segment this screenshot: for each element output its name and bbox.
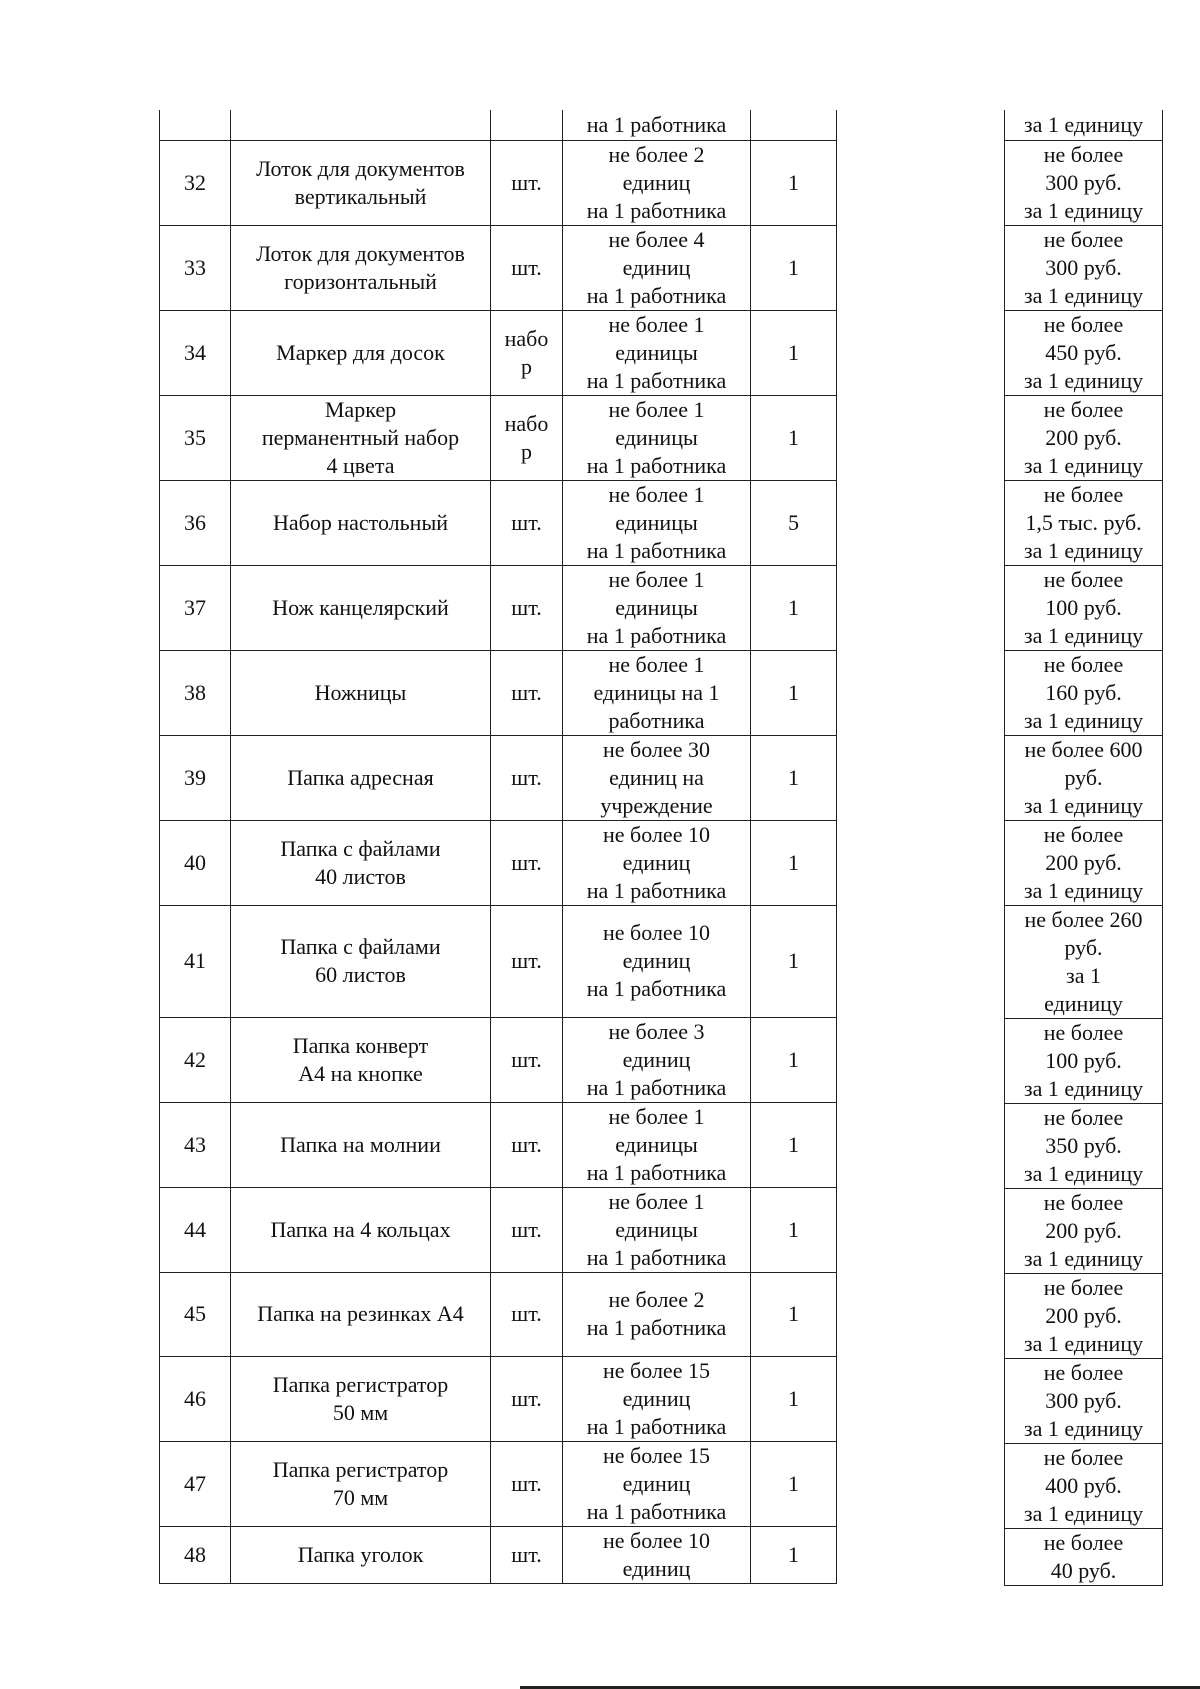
unit-cell: шт. bbox=[491, 1017, 563, 1102]
norm-cell: не более 10 единиц bbox=[563, 1526, 751, 1583]
norm-cell: не более 1 единицы на 1 работника bbox=[563, 480, 751, 565]
term-cell: 1 bbox=[751, 1017, 837, 1102]
unit-cell: набо р bbox=[491, 310, 563, 395]
term-cell: 1 bbox=[751, 1356, 837, 1441]
unit-cell: набо р bbox=[491, 395, 563, 480]
unit-cell: шт. bbox=[491, 225, 563, 310]
price-cell: не более 160 руб. за 1 единицу bbox=[1005, 650, 1163, 735]
price-row bbox=[1005, 310, 1163, 395]
unit-cell: шт. bbox=[491, 735, 563, 820]
price-row-continuation bbox=[1005, 110, 1163, 140]
price-row bbox=[1005, 1273, 1163, 1358]
name-cell: Папка регистратор 50 мм bbox=[231, 1356, 491, 1441]
norm-cell: не более 10 единиц на 1 работника bbox=[563, 905, 751, 1017]
name-cell: Папка на резинках А4 bbox=[231, 1272, 491, 1356]
number-cell: 36 bbox=[160, 480, 231, 565]
name-cell: Маркер перманентный набор 4 цвета bbox=[231, 395, 491, 480]
price-cell: не более 100 руб. за 1 единицу bbox=[1005, 565, 1163, 650]
price-cell: не более 260 руб. за 1 единицу bbox=[1005, 905, 1163, 1018]
number-cell: 44 bbox=[160, 1187, 231, 1272]
table-row bbox=[160, 225, 837, 310]
price-cell: не более 300 руб. за 1 единицу bbox=[1005, 225, 1163, 310]
table-row bbox=[160, 140, 837, 225]
norm-cell: не более 15 единиц на 1 работника bbox=[563, 1441, 751, 1526]
number-cell bbox=[160, 110, 231, 140]
price-row bbox=[1005, 1188, 1163, 1273]
norm-cell: на 1 работника bbox=[563, 110, 751, 140]
number-cell: 45 bbox=[160, 1272, 231, 1356]
name-cell: Папка с файлами 60 листов bbox=[231, 905, 491, 1017]
unit-cell: шт. bbox=[491, 1187, 563, 1272]
price-row bbox=[1005, 140, 1163, 225]
norm-cell: не более 1 единицы на 1 работника bbox=[563, 565, 751, 650]
norm-cell: не более 30 единиц на учреждение bbox=[563, 735, 751, 820]
price-row bbox=[1005, 395, 1163, 480]
price-cell: не более 300 руб. за 1 единицу bbox=[1005, 140, 1163, 225]
name-cell: Папка адресная bbox=[231, 735, 491, 820]
name-cell: Папка регистратор 70 мм bbox=[231, 1441, 491, 1526]
price-cell: не более 1,5 тыс. руб. за 1 единицу bbox=[1005, 480, 1163, 565]
name-cell: Набор настольный bbox=[231, 480, 491, 565]
table-row bbox=[160, 905, 837, 1017]
number-cell: 48 bbox=[160, 1526, 231, 1583]
name-cell: Папка конверт А4 на кнопке bbox=[231, 1017, 491, 1102]
term-cell: 1 bbox=[751, 1102, 837, 1187]
unit-cell: шт. bbox=[491, 1356, 563, 1441]
price-table bbox=[1004, 110, 1163, 1586]
unit-cell: шт. bbox=[491, 480, 563, 565]
norm-cell: не более 10 единиц на 1 работника bbox=[563, 820, 751, 905]
norm-cell: не более 2 на 1 работника bbox=[563, 1272, 751, 1356]
table-row bbox=[160, 650, 837, 735]
unit-cell: шт. bbox=[491, 1272, 563, 1356]
unit-cell: шт. bbox=[491, 1526, 563, 1583]
number-cell: 32 bbox=[160, 140, 231, 225]
table-row bbox=[160, 1272, 837, 1356]
unit-cell: шт. bbox=[491, 1102, 563, 1187]
price-row bbox=[1005, 1103, 1163, 1188]
unit-cell: шт. bbox=[491, 905, 563, 1017]
name-cell: Папка на молнии bbox=[231, 1102, 491, 1187]
table-row bbox=[160, 1102, 837, 1187]
number-cell: 46 bbox=[160, 1356, 231, 1441]
term-cell: 1 bbox=[751, 905, 837, 1017]
term-cell: 1 bbox=[751, 650, 837, 735]
price-table-body bbox=[1005, 110, 1163, 1585]
number-cell: 40 bbox=[160, 820, 231, 905]
norm-cell: не более 1 единицы на 1 работника bbox=[563, 310, 751, 395]
term-cell: 1 bbox=[751, 1187, 837, 1272]
norm-cell: не более 3 единиц на 1 работника bbox=[563, 1017, 751, 1102]
price-row bbox=[1005, 1528, 1163, 1585]
price-cell: не более 400 руб. за 1 единицу bbox=[1005, 1443, 1163, 1528]
table-row-continuation bbox=[160, 110, 837, 140]
term-cell: 1 bbox=[751, 140, 837, 225]
number-cell: 39 bbox=[160, 735, 231, 820]
price-cell: не более 40 руб. bbox=[1005, 1528, 1163, 1585]
table-row bbox=[160, 565, 837, 650]
price-row bbox=[1005, 650, 1163, 735]
number-cell: 41 bbox=[160, 905, 231, 1017]
unit-cell: шт. bbox=[491, 1441, 563, 1526]
norm-cell: не более 4 единиц на 1 работника bbox=[563, 225, 751, 310]
number-cell: 47 bbox=[160, 1441, 231, 1526]
price-row bbox=[1005, 565, 1163, 650]
table-row bbox=[160, 1356, 837, 1441]
price-cell: не более 100 руб. за 1 единицу bbox=[1005, 1018, 1163, 1103]
term-cell: 1 bbox=[751, 1526, 837, 1583]
name-cell bbox=[231, 110, 491, 140]
number-cell: 38 bbox=[160, 650, 231, 735]
table-row bbox=[160, 1017, 837, 1102]
price-cell: не более 350 руб. за 1 единицу bbox=[1005, 1103, 1163, 1188]
table-row bbox=[160, 820, 837, 905]
norm-cell: не более 1 единицы на 1 работника bbox=[563, 650, 751, 735]
name-cell: Нож канцелярский bbox=[231, 565, 491, 650]
price-row bbox=[1005, 1018, 1163, 1103]
price-row bbox=[1005, 225, 1163, 310]
price-row bbox=[1005, 1443, 1163, 1528]
number-cell: 43 bbox=[160, 1102, 231, 1187]
price-cell: не более 200 руб. за 1 единицу bbox=[1005, 1273, 1163, 1358]
unit-cell: шт. bbox=[491, 820, 563, 905]
number-cell: 34 bbox=[160, 310, 231, 395]
price-cell: за 1 единицу bbox=[1005, 110, 1163, 140]
price-row bbox=[1005, 905, 1163, 1018]
price-cell: не более 200 руб. за 1 единицу bbox=[1005, 1188, 1163, 1273]
term-cell: 1 bbox=[751, 1272, 837, 1356]
table-row bbox=[160, 1187, 837, 1272]
price-row bbox=[1005, 735, 1163, 820]
number-cell: 33 bbox=[160, 225, 231, 310]
name-cell: Папка на 4 кольцах bbox=[231, 1187, 491, 1272]
price-row bbox=[1005, 820, 1163, 905]
name-cell: Маркер для досок bbox=[231, 310, 491, 395]
name-cell: Папка с файлами 40 листов bbox=[231, 820, 491, 905]
price-row bbox=[1005, 1358, 1163, 1443]
term-cell: 5 bbox=[751, 480, 837, 565]
price-cell: не более 200 руб. за 1 единицу bbox=[1005, 820, 1163, 905]
table-row bbox=[160, 1526, 837, 1583]
number-cell: 37 bbox=[160, 565, 231, 650]
table-row bbox=[160, 480, 837, 565]
term-cell: 1 bbox=[751, 735, 837, 820]
term-cell: 1 bbox=[751, 225, 837, 310]
term-cell: 1 bbox=[751, 1441, 837, 1526]
norm-cell: не более 1 единицы на 1 работника bbox=[563, 1102, 751, 1187]
price-cell: не более 300 руб. за 1 единицу bbox=[1005, 1358, 1163, 1443]
name-cell: Папка уголок bbox=[231, 1526, 491, 1583]
price-cell: не более 200 руб. за 1 единицу bbox=[1005, 395, 1163, 480]
term-cell: 1 bbox=[751, 310, 837, 395]
supplies-table bbox=[159, 110, 837, 1584]
norm-cell: не более 1 единицы на 1 работника bbox=[563, 395, 751, 480]
unit-cell: шт. bbox=[491, 565, 563, 650]
number-cell: 42 bbox=[160, 1017, 231, 1102]
norm-cell: не более 15 единиц на 1 работника bbox=[563, 1356, 751, 1441]
name-cell: Лоток для документов горизонтальный bbox=[231, 225, 491, 310]
unit-cell: шт. bbox=[491, 650, 563, 735]
supplies-table-body bbox=[160, 110, 837, 1583]
norm-cell: не более 2 единиц на 1 работника bbox=[563, 140, 751, 225]
term-cell bbox=[751, 110, 837, 140]
table-row bbox=[160, 1441, 837, 1526]
price-row bbox=[1005, 480, 1163, 565]
price-cell: не более 450 руб. за 1 единицу bbox=[1005, 310, 1163, 395]
term-cell: 1 bbox=[751, 395, 837, 480]
unit-cell bbox=[491, 110, 563, 140]
norm-cell: не более 1 единицы на 1 работника bbox=[563, 1187, 751, 1272]
term-cell: 1 bbox=[751, 565, 837, 650]
number-cell: 35 bbox=[160, 395, 231, 480]
table-row bbox=[160, 735, 837, 820]
unit-cell: шт. bbox=[491, 140, 563, 225]
name-cell: Ножницы bbox=[231, 650, 491, 735]
term-cell: 1 bbox=[751, 820, 837, 905]
table-row bbox=[160, 310, 837, 395]
price-cell: не более 600 руб. за 1 единицу bbox=[1005, 735, 1163, 820]
name-cell: Лоток для документов вертикальный bbox=[231, 140, 491, 225]
table-row bbox=[160, 395, 837, 480]
